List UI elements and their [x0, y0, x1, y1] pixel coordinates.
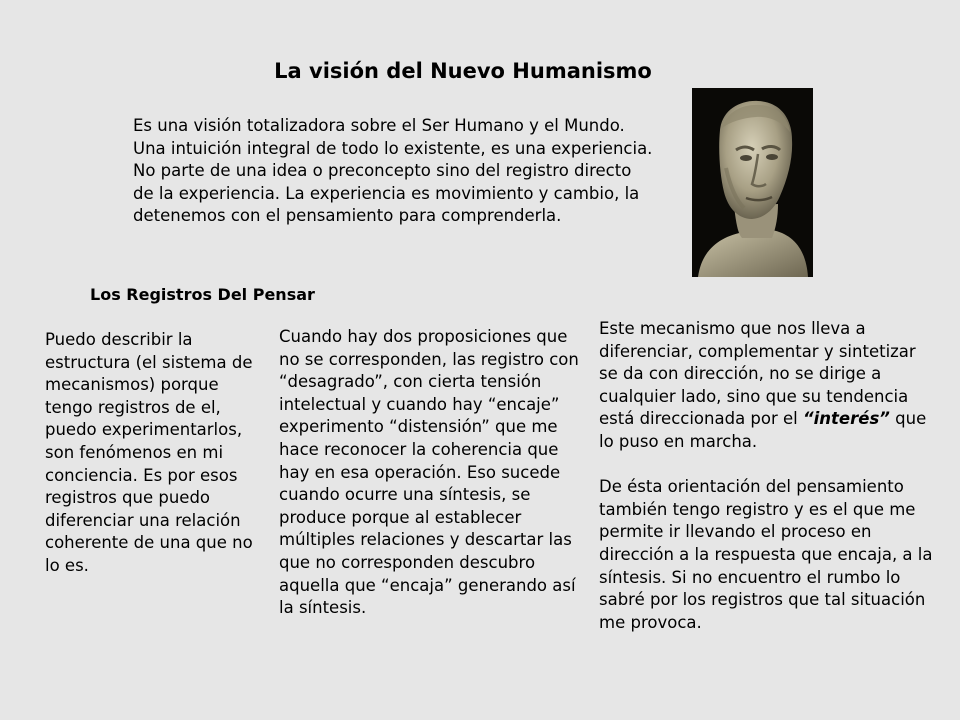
- right-paragraph-1-start: Este mecanismo que nos lleva a diferenciar, complementar y sintetizar se da con dirección, no se dirige a cualquier lado, sino que su tendencia está direccionada por el: [599, 319, 916, 429]
- bust-sculpture-image: [692, 88, 813, 277]
- bust-image: [692, 88, 813, 277]
- section-subtitle: Los Registros Del Pensar: [90, 285, 315, 304]
- intro-paragraph: Es una visión totalizadora sobre el Ser Humano y el Mundo. Una intuición integral de todo lo existente, es una experiencia. No parte de una idea o preconcepto sino del registro directo de la experiencia. La experiencia es movimiento y cambio, la detenemos con el pensamiento para comprenderla.: [133, 116, 653, 226]
- column-left-text: Puedo describir la estructura (el sistema de mecanismos) porque tengo registros de el, puedo experimentarlos, son fenómenos en mi conciencia. Es por esos registros que puedo diferenciar una relación coherente de una que no lo es.: [45, 330, 253, 575]
- page-title: La visión del Nuevo Humanismo: [274, 59, 652, 83]
- right-paragraph-1: [599, 318, 934, 454]
- right-paragraph-2: De ésta orientación del pensamiento también tengo registro y es el que me permite ir llevando el proceso en dirección a la respuesta que encaja, a la síntesis. Si no encuentro el rumbo lo sabré por los registros que tal situación me provoca.: [599, 477, 933, 632]
- column-middle-text: Cuando hay dos proposiciones que no se corresponden, las registro con “desagrado”, con cierta tensión intelectual y cuando hay “encaje” experimento “distensión” que me hace reconocer la coherencia que hay en esa operación. Eso sucede cuando ocurre una síntesis, se produce porque al establecer múltiples relaciones y descartar las que no corresponden descubro aquella que “encaja” generando así la síntesis.: [279, 327, 579, 618]
- right-paragraph-1-end: que lo puso en marcha.: [599, 409, 927, 451]
- interes-emphasis: “interés”: [803, 409, 890, 429]
- column-right-text: [599, 318, 934, 634]
